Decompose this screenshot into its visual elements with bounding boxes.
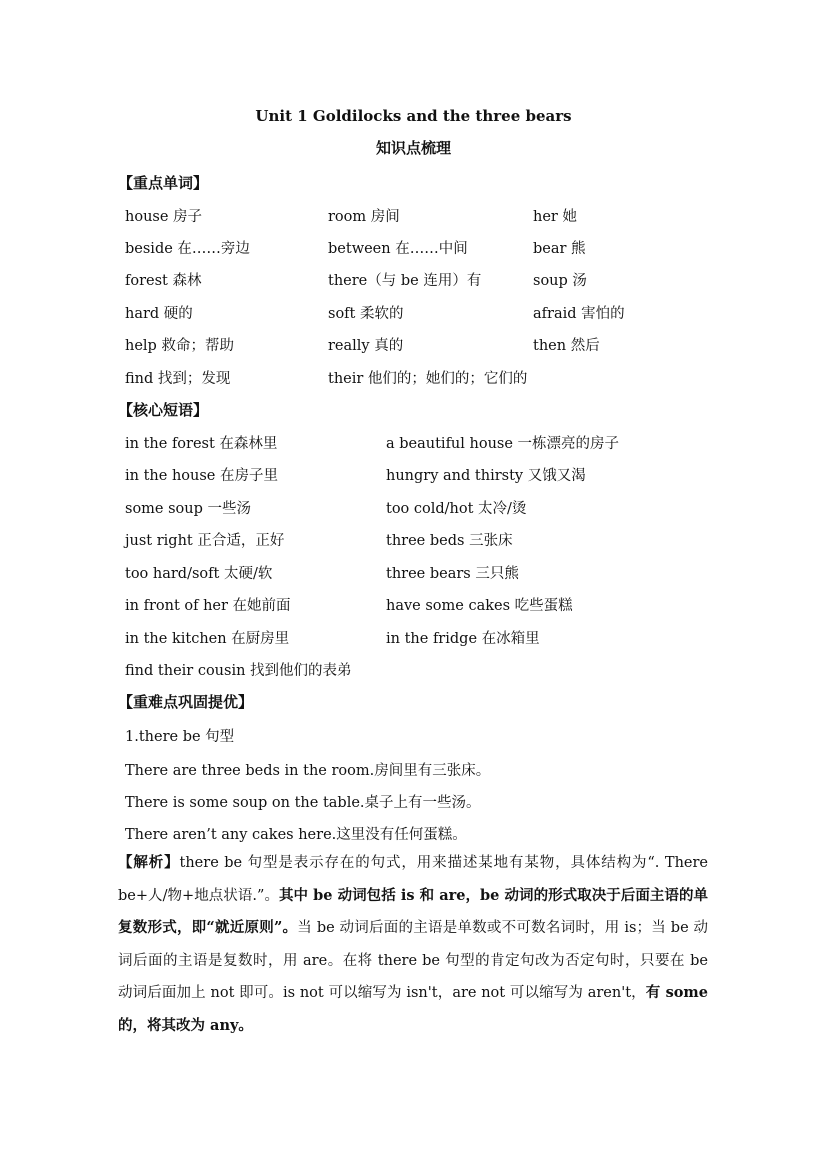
word-item: her 她 (533, 209, 577, 225)
phrase-item: in the house 在房子里 (125, 468, 278, 484)
phrase-item: in front of her 在她前面 (125, 598, 291, 614)
word-item: forest 森林 (125, 273, 202, 289)
section-heading-phrases: 【核心短语】 (118, 401, 209, 419)
word-item: room 房间 (328, 209, 400, 225)
word-item: between 在……中间 (328, 241, 468, 257)
phrase-item: three beds 三张床 (386, 533, 513, 549)
word-item: beside 在……旁边 (125, 241, 250, 257)
analysis-text: 当 be 动词后面的主语是单数或不可数名词时，用 is；当 be 动词后面的主语是复数时，用 are。在将 there be 句型的肯定句改为否定句时，只要在 be 动词后面加上 not 即可。is not 可以缩写为 isn't，are not 可以缩写为 aren't， (118, 920, 708, 1001)
analysis-emphasis: 其中 be 动词包括 is 和 are，be 动词的形式取决于后面主语的单复数形式，即“就近原则”。 (118, 886, 708, 936)
example-sentence: There aren’t any cakes here.这里没有任何蛋糕。 (125, 827, 467, 843)
word-item: afraid 害怕的 (533, 306, 625, 322)
phrase-item: hungry and thirsty 又饿又渴 (386, 468, 586, 484)
analysis-paragraph (118, 847, 708, 1042)
word-item: their 他们的；她们的；它们的 (328, 371, 528, 387)
word-item: soup 汤 (533, 273, 587, 289)
word-item: soft 柔软的 (328, 306, 404, 322)
phrase-item: just right 正合适，正好 (125, 533, 285, 549)
phrase-item: a beautiful house 一栋漂亮的房子 (386, 436, 620, 452)
word-item: house 房子 (125, 209, 203, 225)
phrase-item: in the forest 在森林里 (125, 436, 278, 452)
phrase-item: too cold/hot 太冷/烫 (386, 501, 527, 517)
point-heading: 1.there be 句型 (125, 729, 235, 745)
word-item: find 找到；发现 (125, 371, 231, 387)
phrase-item: in the kitchen 在厨房里 (125, 631, 290, 647)
word-item: really 真的 (328, 338, 404, 354)
section-heading-words: 【重点单词】 (118, 174, 209, 192)
phrase-item: find their cousin 找到他们的表弟 (125, 663, 352, 679)
phrase-item: some soup 一些汤 (125, 501, 252, 517)
word-item: then 然后 (533, 338, 600, 354)
word-item: there（与 be 连用）有 (328, 273, 482, 289)
section-heading-key-points: 【重难点巩固提优】 (118, 693, 254, 711)
phrase-item: too hard/soft 太硬/软 (125, 566, 273, 582)
phrase-item: in the fridge 在冰箱里 (386, 631, 540, 647)
word-item: hard 硬的 (125, 306, 193, 322)
example-sentence: There are three beds in the room.房间里有三张床。 (125, 763, 491, 779)
phrase-item: have some cakes 吃些蛋糕 (386, 598, 573, 614)
document-subtitle: 知识点梳理 (375, 139, 451, 157)
analysis-text: there be 句型是表示存在的句式，用来描述某地有某物，具体结构为“. There be+人/物+地点状语.”。 (118, 855, 709, 904)
document-title: Unit 1 Goldilocks and the three bears (255, 107, 572, 125)
word-item: bear 熊 (533, 241, 586, 257)
analysis-label: 【解析】 (118, 854, 180, 871)
word-item: help 救命；帮助 (125, 338, 234, 354)
analysis-emphasis: 有 some 的，将其改为 any。 (118, 984, 708, 1034)
example-sentence: There is some soup on the table.桌子上有一些汤。 (125, 795, 481, 811)
phrase-item: three bears 三只熊 (386, 566, 519, 582)
